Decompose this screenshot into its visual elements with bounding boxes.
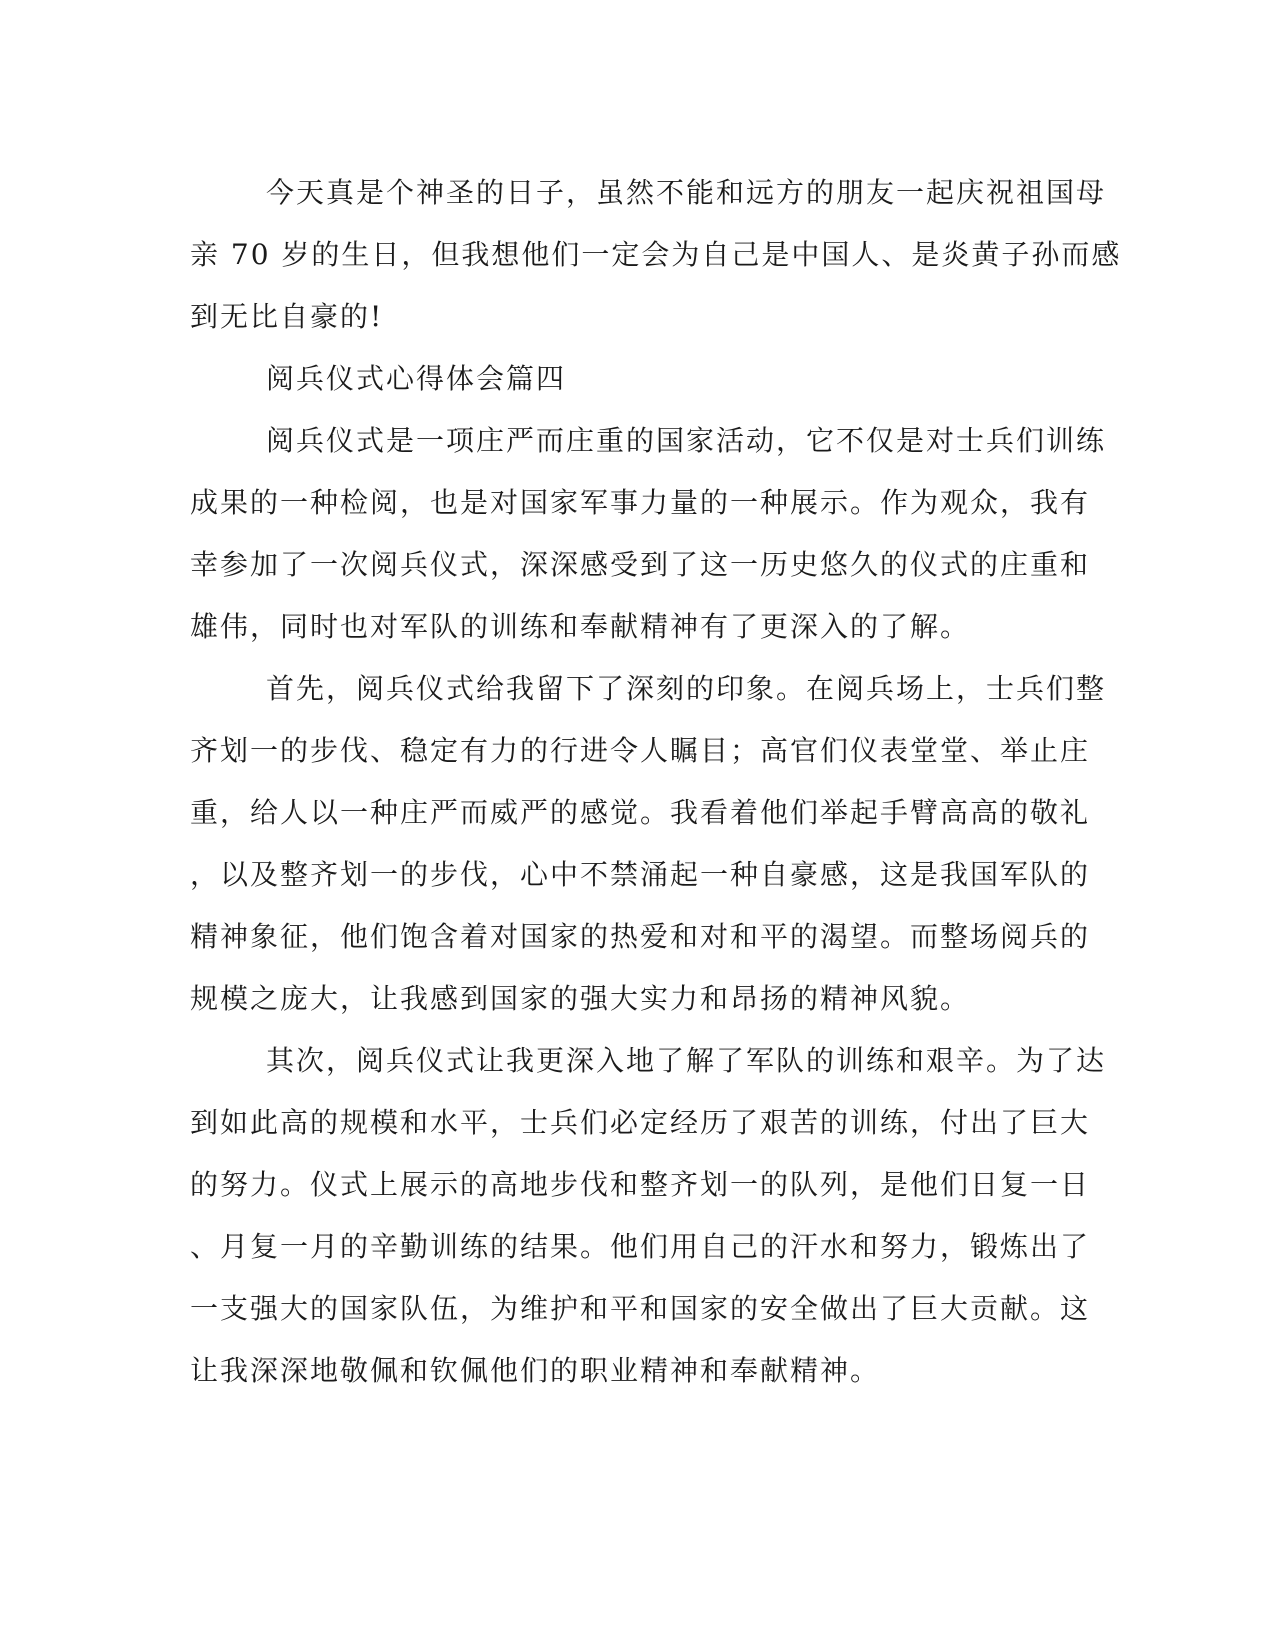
paragraph-3 xyxy=(190,1030,1107,1402)
text-line: 重，给人以一种庄严而威严的感觉。我看着他们举起手臂高高的敬礼 xyxy=(190,796,1091,829)
document-body xyxy=(190,162,1122,1402)
text-line: 今天真是个神圣的日子，虽然不能和远方的朋友一起庆祝祖国母 xyxy=(266,176,1107,209)
text-line: 成果的一种检阅，也是对国家军事力量的一种展示。作为观众，我有 xyxy=(190,486,1091,519)
text-line: 其次，阅兵仪式让我更深入地了解了军队的训练和艰辛。为了达 xyxy=(266,1044,1107,1077)
text-line: 雄伟，同时也对军队的训练和奉献精神有了更深入的了解。 xyxy=(190,610,971,643)
text-line: 亲 70 岁的生日，但我想他们一定会为自己是中国人、是炎黄子孙而感 xyxy=(190,238,1122,271)
text-line: 的努力。仪式上展示的高地步伐和整齐划一的队列，是他们日复一日 xyxy=(190,1168,1091,1201)
text-line: 齐划一的步伐、稳定有力的行进令人瞩目；高官们仪表堂堂、举止庄 xyxy=(190,734,1091,767)
paragraph-intro xyxy=(190,162,1122,348)
text-line: 让我深深地敬佩和钦佩他们的职业精神和奉献精神。 xyxy=(190,1354,881,1387)
section-heading: 阅兵仪式心得体会篇四 xyxy=(266,362,567,395)
text-line: 、月复一月的辛勤训练的结果。他们用自己的汗水和努力，锻炼出了 xyxy=(190,1230,1091,1263)
text-line: 精神象征，他们饱含着对国家的热爱和对和平的渴望。而整场阅兵的 xyxy=(190,920,1091,953)
text-line: 首先，阅兵仪式给我留下了深刻的印象。在阅兵场上，士兵们整 xyxy=(266,672,1107,705)
text-line: ，以及整齐划一的步伐，心中不禁涌起一种自豪感，这是我国军队的 xyxy=(190,858,1091,891)
text-line: 到无比自豪的! xyxy=(190,300,384,333)
text-line: 到如此高的规模和水平，士兵们必定经历了艰苦的训练，付出了巨大 xyxy=(190,1106,1091,1139)
text-line: 一支强大的国家队伍，为维护和平和国家的安全做出了巨大贡献。这 xyxy=(190,1292,1091,1325)
text-line: 幸参加了一次阅兵仪式，深深感受到了这一历史悠久的仪式的庄重和 xyxy=(190,548,1091,581)
paragraph-1 xyxy=(190,410,1107,658)
text-line: 规模之庞大，让我感到国家的强大实力和昂扬的精神风貌。 xyxy=(190,982,971,1015)
paragraph-2 xyxy=(190,658,1107,1030)
text-line: 阅兵仪式是一项庄严而庄重的国家活动，它不仅是对士兵们训练 xyxy=(266,424,1107,457)
